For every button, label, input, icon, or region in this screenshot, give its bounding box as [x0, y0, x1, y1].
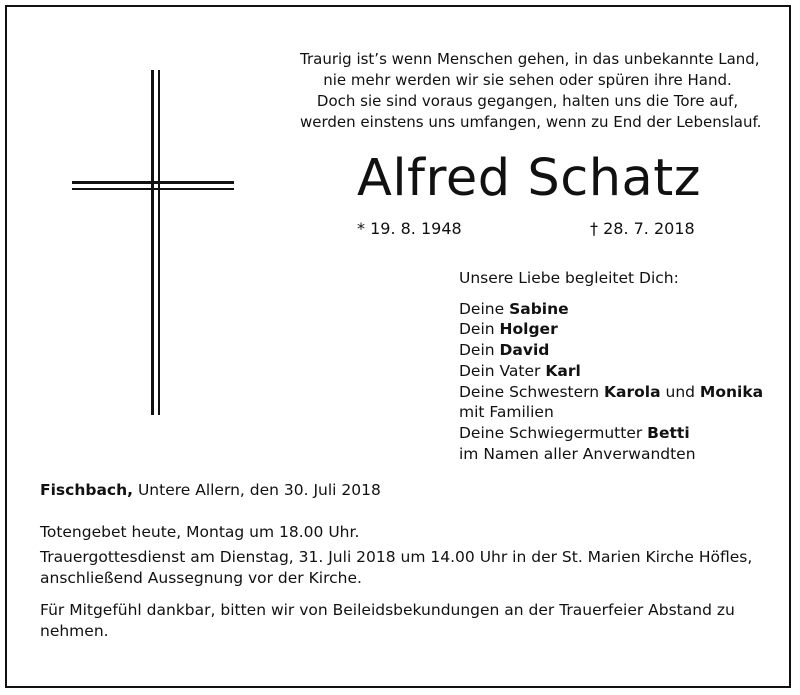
poem-line: nie mehr werden wir sie sehen oder spüren ihre Hand. — [323, 71, 732, 89]
mourner-line: Dein Holger — [459, 320, 558, 339]
poem-line: Doch sie sind voraus gegangen, halten uns die Tore auf, — [316, 92, 739, 110]
place-rest: Untere Allern, den 30. Juli 2018 — [133, 481, 381, 499]
thanks-notice: Für Mitgefühl dankbar, bitten wir von Beileidsbekundungen an der Trauerfeier Abstand zu nehmen. — [40, 601, 735, 640]
mourner-line: Deine Schwiegermutter Betti — [459, 423, 690, 442]
mourner-line: im Namen aller Anverwandten — [459, 444, 696, 463]
place-and-date — [40, 480, 770, 501]
mourner-line: Dein David — [459, 341, 550, 360]
deceased-name: Alfred Schatz — [357, 149, 702, 208]
mourner-line: Deine Schwestern Karola und Monika — [459, 382, 764, 401]
mourner-line: Deine Sabine — [459, 299, 569, 318]
mourners-intro: Unsere Liebe begleitet Dich: — [459, 269, 679, 287]
prayer-notice: Totengebet heute, Montag um 18.00 Uhr. — [40, 523, 360, 541]
service-notice: Trauergottesdienst am Dienstag, 31. Juli 2018 um 14.00 Uhr in der St. Marien Kirche Höfles, anschließend Aussegnung vor der Kirche. — [40, 548, 753, 587]
birth-date: * 19. 8. 1948 — [357, 219, 462, 238]
death-date: † 28. 7. 2018 — [590, 219, 695, 238]
poem-line: werden einstens uns umfangen, wenn zu End der Lebenslauf. — [300, 113, 762, 131]
poem-line: Traurig ist’s wenn Menschen gehen, in das unbekannte Land, — [300, 50, 760, 68]
place-name: Fischbach, — [40, 481, 134, 499]
cross-icon — [72, 70, 237, 415]
mourners-list — [459, 268, 763, 464]
mourner-line: Dein Vater Karl — [459, 361, 581, 380]
poem — [300, 49, 762, 133]
mourner-line: mit Familien — [459, 403, 554, 422]
